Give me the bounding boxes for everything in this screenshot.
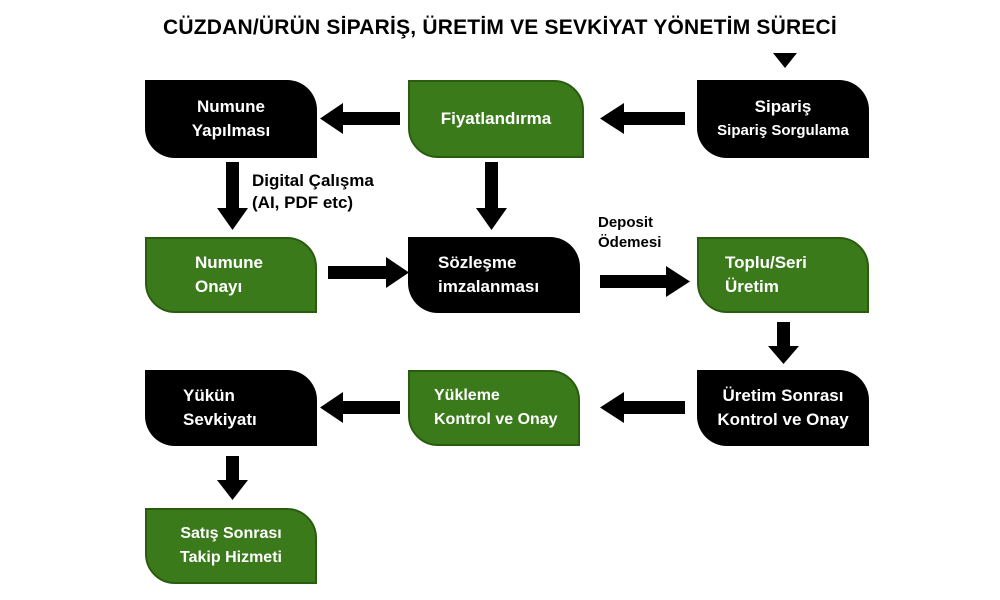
arrow-sevkiyat-to-satis-sonrasi: [217, 456, 248, 500]
note-digital-line1: Digital Çalışma: [252, 171, 374, 190]
page-title: CÜZDAN/ÜRÜN SİPARİŞ, ÜRETİM VE SEVKİYAT YÖNETİM SÜRECİ: [163, 16, 837, 39]
box-sozlesme-line1: Sözleşme: [438, 253, 517, 272]
box-satis-sonrasi-takip: [145, 508, 317, 584]
box-uretim-sonrasi-line1: Üretim Sonrası: [722, 386, 844, 405]
box-yukleme-kontrol: [408, 370, 580, 446]
box-fiyatlandirma-label: Fiyatlandırma: [440, 109, 552, 128]
box-yukleme-line1: Yükleme: [434, 387, 500, 404]
note-deposit-line2: Ödemesi: [598, 234, 662, 251]
box-fiyatlandirma: [408, 80, 584, 158]
box-sozlesme: [408, 237, 580, 313]
box-toplu-seri-uretim: [697, 237, 869, 313]
box-toplu-seri-line2: Üretim: [725, 277, 779, 296]
arrow-fiyatlandirma-to-sozlesme: [476, 162, 507, 230]
start-marker: [773, 53, 797, 68]
box-yukun-sevkiyati-line2: Sevkiyatı: [183, 410, 257, 429]
box-numune-yapilmasi-line2: Yapılması: [191, 121, 271, 140]
box-numune-yapilmasi: [145, 80, 317, 158]
box-numune-yapilmasi-line1: Numune: [197, 97, 265, 116]
box-uretim-sonrasi-kontrol: [697, 370, 869, 446]
arrow-numune-to-onay: [217, 162, 248, 230]
note-digital-calisma: [252, 170, 374, 214]
arrow-fiyatlandirma-to-numune: [320, 103, 400, 134]
arrow-uretim-to-kontrol: [768, 322, 799, 364]
box-siparis: [697, 80, 869, 158]
arrow-siparis-to-fiyatlandirma: [600, 103, 685, 134]
note-deposit: [598, 213, 661, 253]
box-siparis-title: Sipariş: [754, 97, 812, 116]
box-toplu-seri-line1: Toplu/Seri: [725, 253, 807, 272]
arrow-onay-to-sozlesme: [328, 257, 409, 288]
box-yukun-sevkiyati-line1: Yükün: [183, 386, 235, 405]
note-digital-line2: (AI, PDF etc): [252, 193, 354, 212]
box-numune-onayi-line2: Onayı: [195, 277, 243, 296]
arrow-sozlesme-to-uretim: [600, 266, 690, 297]
arrow-yukleme-to-sevkiyat: [320, 392, 400, 423]
box-numune-onayi: [145, 237, 317, 313]
box-yukun-sevkiyati: [145, 370, 317, 446]
arrow-kontrol-to-yukleme: [600, 392, 685, 423]
box-yukleme-line2: Kontrol ve Onay: [434, 411, 558, 428]
box-satis-sonrasi-line2: Takip Hizmeti: [180, 549, 282, 566]
box-sozlesme-line2: imzalanması: [438, 277, 540, 296]
box-siparis-subtitle: Sipariş Sorgulama: [717, 122, 849, 139]
box-satis-sonrasi-line1: Satış Sonrası: [180, 525, 282, 542]
box-numune-onayi-line1: Numune: [195, 253, 263, 272]
box-uretim-sonrasi-line2: Kontrol ve Onay: [717, 410, 849, 429]
note-deposit-line1: Deposit: [598, 214, 654, 231]
